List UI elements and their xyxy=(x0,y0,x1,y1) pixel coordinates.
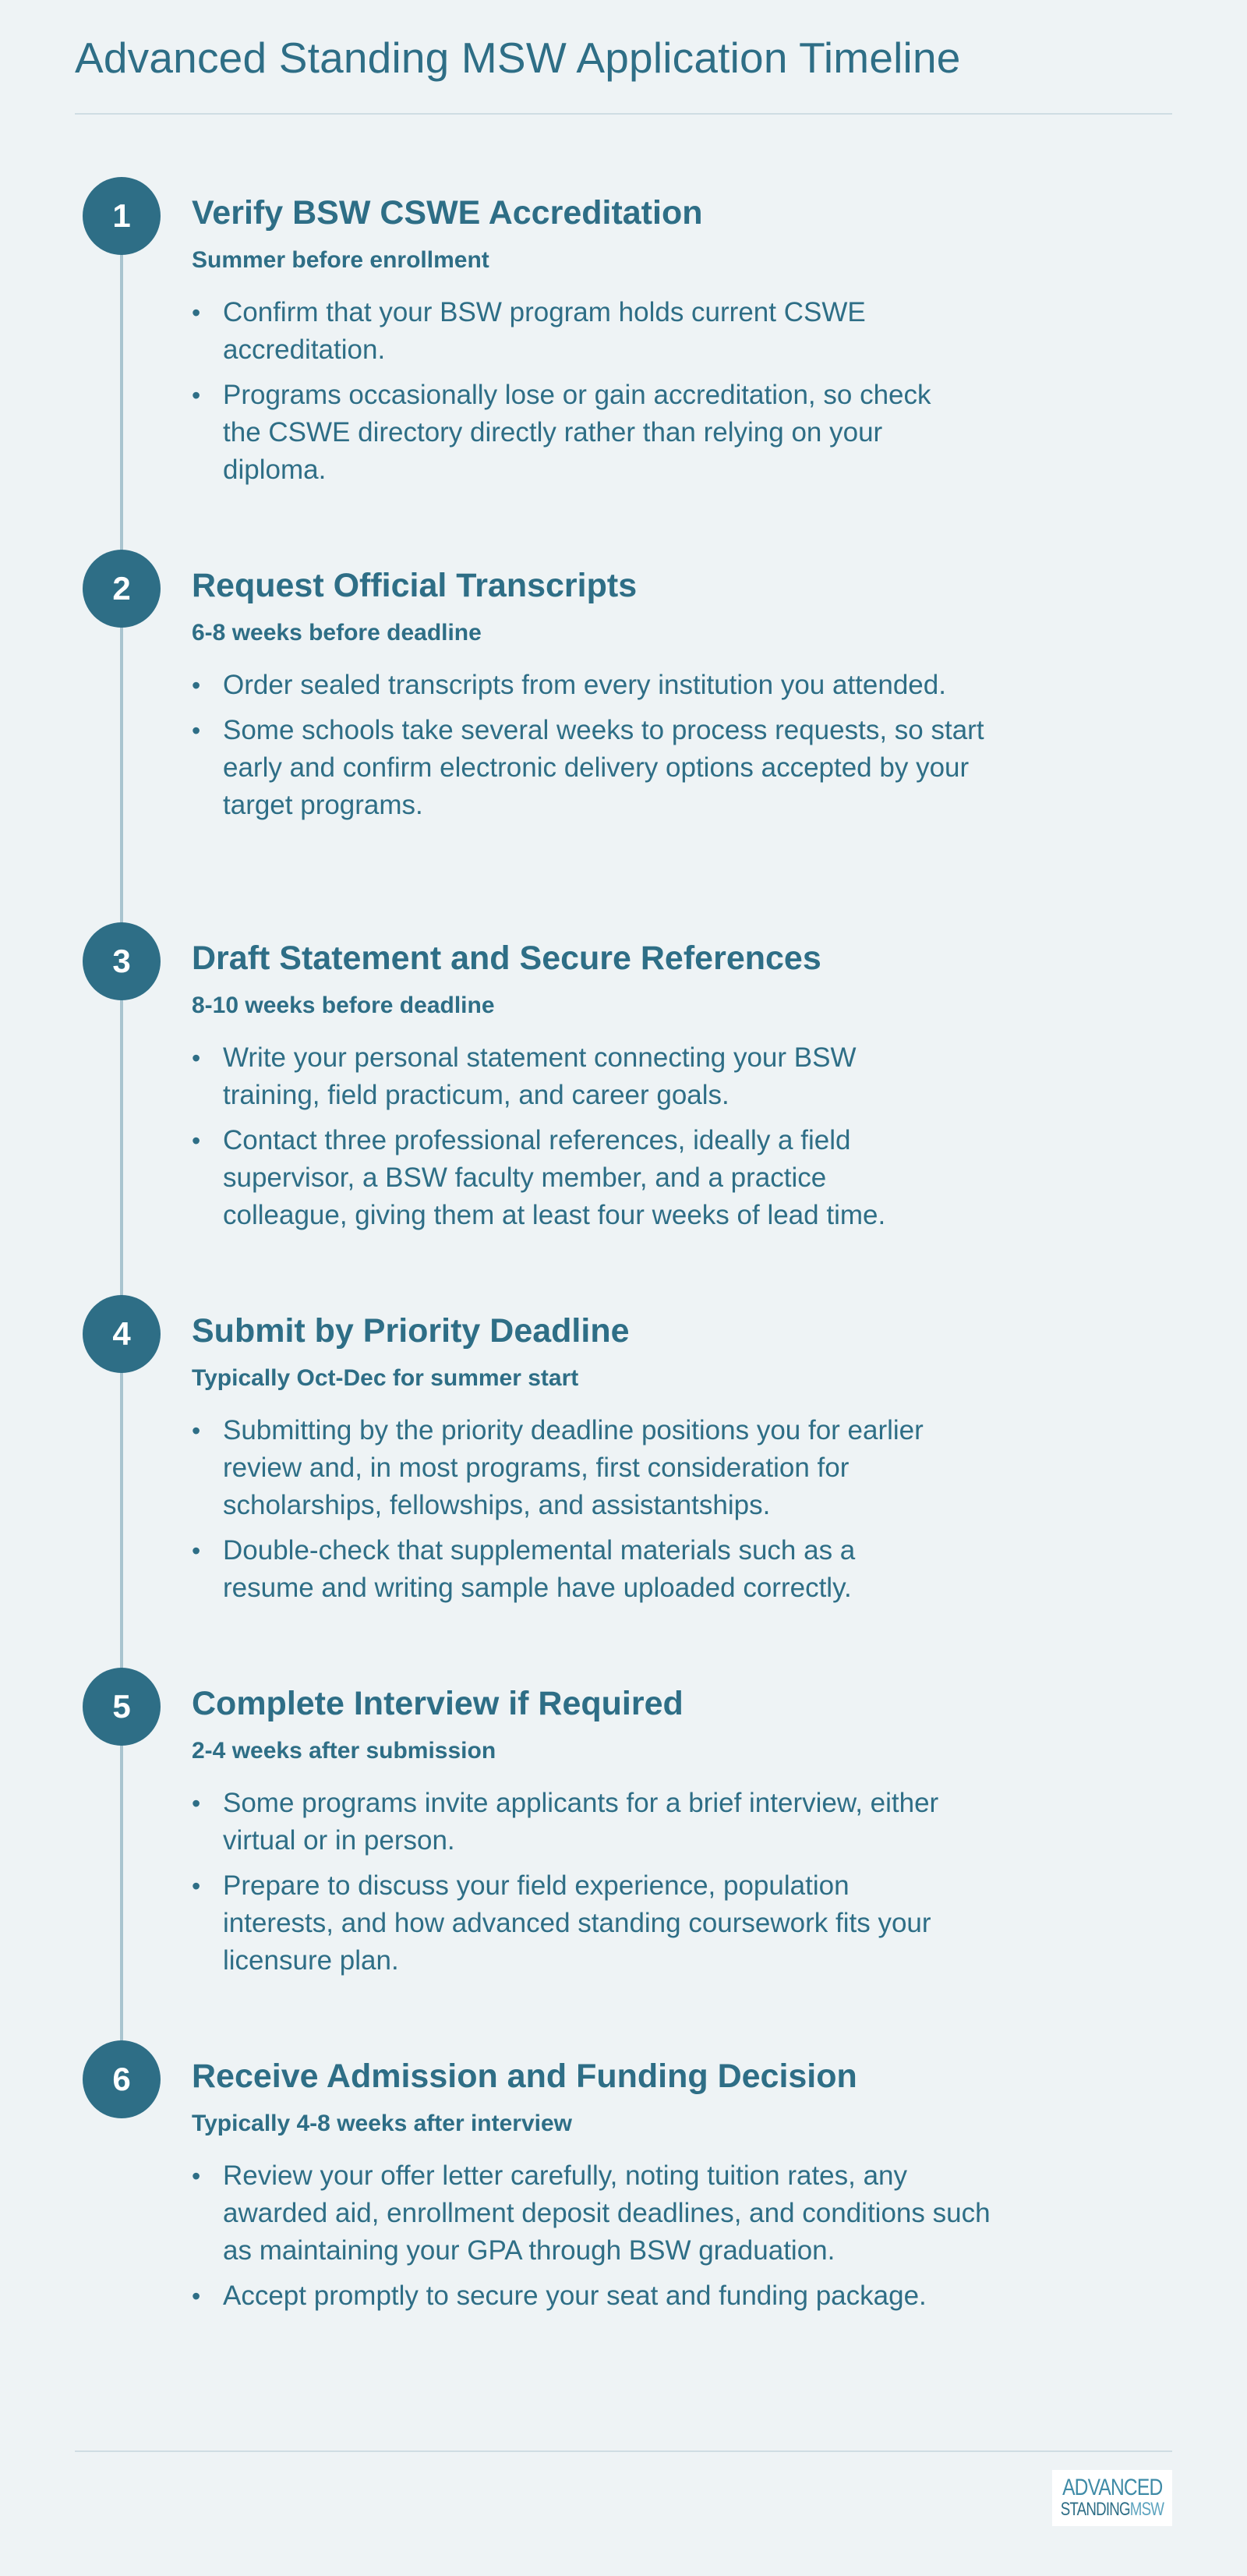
step-bullet-list xyxy=(192,2157,994,2323)
step-timing: Summer before enrollment xyxy=(192,247,489,273)
step-bullet: • Some schools take several weeks to process requests, so start early and confirm electronic delivery options accepted by your target programs. xyxy=(192,712,994,824)
step-title: Submit by Priority Deadline xyxy=(192,1312,630,1350)
page-title: Advanced Standing MSW Application Timeline xyxy=(75,34,961,82)
advanced-standing-msw-logo xyxy=(1052,2470,1172,2526)
step-timing: Typically 4-8 weeks after interview xyxy=(192,2111,573,2136)
step-bullet: • Submitting by the priority deadline positions you for earlier review and, in most programs, first consideration for scholarships, fellowships, and assistantships. xyxy=(192,1412,924,1524)
logo-wordmark-bottom xyxy=(1061,2500,1164,2520)
step-number-badge: 5 xyxy=(83,1668,161,1746)
step-bullet: • Programs occasionally lose or gain accreditation, so check the CSWE directory directly rather than relying on your diploma. xyxy=(192,377,940,489)
step-number-badge: 2 xyxy=(83,550,161,628)
step-title: Complete Interview if Required xyxy=(192,1685,684,1722)
step-bullet-list xyxy=(192,1412,924,1615)
step-bullet-list xyxy=(192,1039,924,1242)
step-bullet: • Review your offer letter carefully, noting tuition rates, any awarded aid, enrollment deposit deadlines, and conditions such as maintaining your GPA through BSW graduation. xyxy=(192,2157,994,2270)
step-bullet-list xyxy=(192,294,940,497)
logo-word-standing: STANDING xyxy=(1060,2499,1130,2520)
step-bullet-list xyxy=(192,1785,948,1987)
step-title: Verify BSW CSWE Accreditation xyxy=(192,194,703,232)
step-bullet: • Some programs invite applicants for a brief interview, either virtual or in person. xyxy=(192,1785,948,1859)
header-divider xyxy=(75,113,1172,115)
timeline-connector-line xyxy=(120,215,123,2077)
step-bullet: • Write your personal statement connecting your BSW training, field practicum, and career goals. xyxy=(192,1039,924,1114)
step-bullet: • Prepare to discuss your field experience, population interests, and how advanced standing coursework fits your licensure plan. xyxy=(192,1867,948,1980)
step-number-badge: 1 xyxy=(83,177,161,255)
step-timing: 8-10 weeks before deadline xyxy=(192,993,495,1018)
step-title: Request Official Transcripts xyxy=(192,567,638,604)
step-number-badge: 4 xyxy=(83,1295,161,1373)
step-timing: 2-4 weeks after submission xyxy=(192,1738,496,1764)
step-bullet: • Contact three professional references, ideally a field supervisor, a BSW faculty member, and a practice colleague, giving them at least four weeks of lead time. xyxy=(192,1122,924,1234)
step-bullet: • Double-check that supplemental materials such as a resume and writing sample have uploaded correctly. xyxy=(192,1532,924,1607)
step-title: Draft Statement and Secure References xyxy=(192,939,821,977)
step-timing: Typically Oct-Dec for summer start xyxy=(192,1365,579,1391)
step-number-badge: 6 xyxy=(83,2040,161,2118)
footer-divider xyxy=(75,2450,1172,2452)
step-bullet: • Accept promptly to secure your seat and funding package. xyxy=(192,2277,994,2315)
logo-word-msw: MSW xyxy=(1129,2499,1164,2520)
step-bullet-list xyxy=(192,667,994,832)
step-title: Receive Admission and Funding Decision xyxy=(192,2058,857,2095)
step-bullet: • Order sealed transcripts from every institution you attended. xyxy=(192,667,994,704)
logo-wordmark-top: ADVANCED xyxy=(1062,2475,1163,2500)
step-number-badge: 3 xyxy=(83,922,161,1000)
step-bullet: • Confirm that your BSW program holds current CSWE accreditation. xyxy=(192,294,940,369)
step-timing: 6-8 weeks before deadline xyxy=(192,620,482,646)
